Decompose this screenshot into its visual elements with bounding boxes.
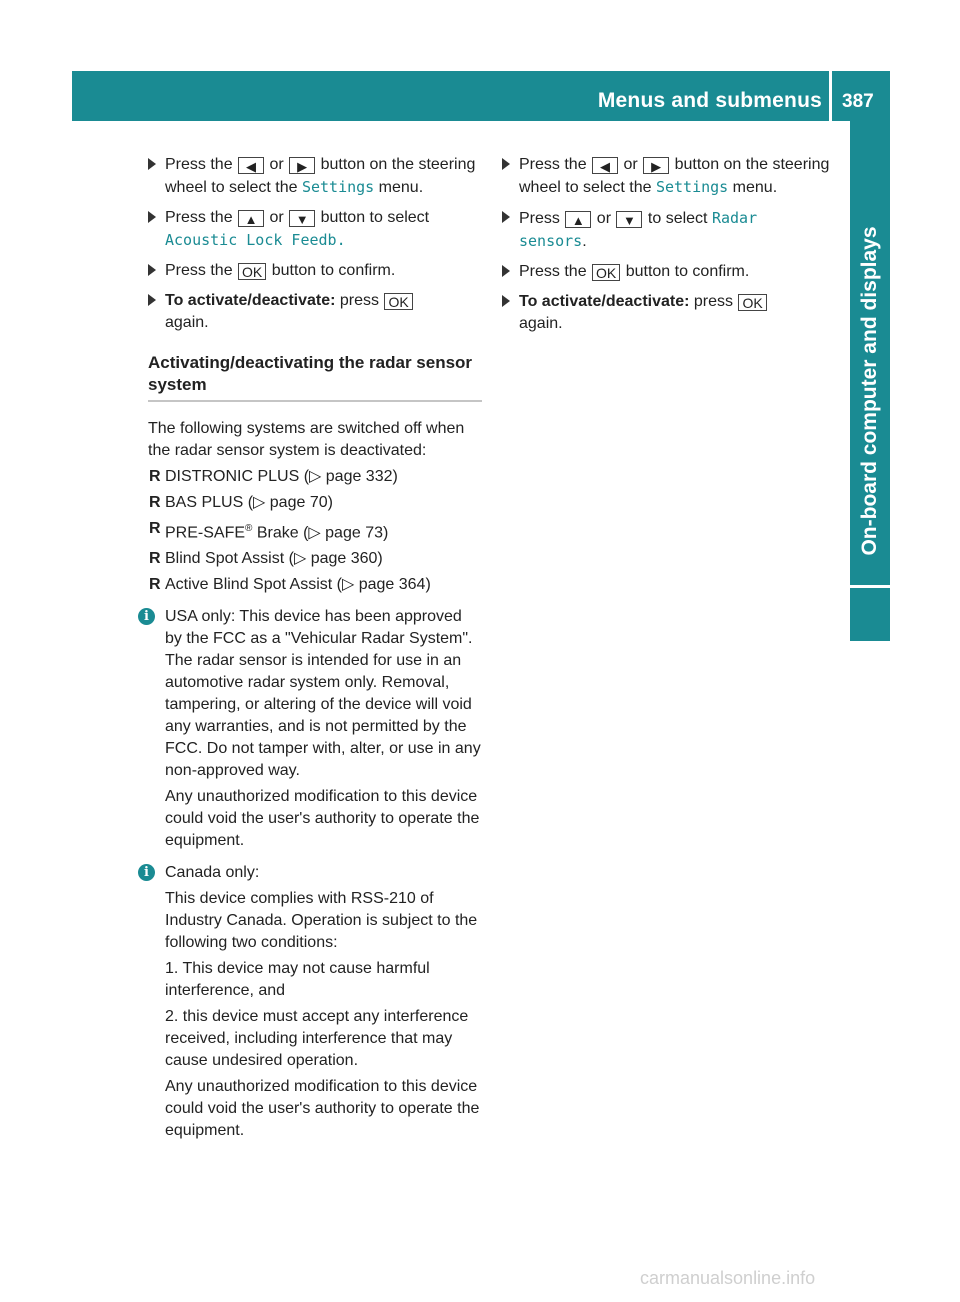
chapter-sidebar [850, 121, 890, 641]
list-item: R PRE-SAFE® Brake (▷ page 73) [149, 520, 389, 542]
step-arrow-icon [148, 294, 156, 306]
right-step-4: To activate/deactivate: press OK again. [502, 291, 832, 335]
menu-name: Settings [655, 178, 729, 196]
left-column [144, 154, 482, 1142]
ok-key-icon: OK [238, 263, 266, 280]
right-step-2: Press ▲ or ▼ to select Radar sensors. [502, 207, 832, 253]
right-column [502, 154, 832, 343]
left-step-3: Press the OK button to confirm. [148, 260, 482, 282]
left-key-icon: ◀ [238, 157, 264, 174]
left-step-1: Press the ◀ or ▶ button on the steering wheel to select the Settings menu. [148, 154, 482, 199]
chapter-tab [850, 588, 890, 640]
step-arrow-icon [502, 265, 510, 277]
left-step-2: Press the ▲ or ▼ button to select Acoustic Lock Feedb. [148, 207, 482, 252]
left-key-icon: ◀ [592, 157, 618, 174]
step-arrow-icon [148, 211, 156, 223]
list-item: R Active Blind Spot Assist (▷ page 364) [148, 574, 482, 596]
watermark: carmanualsonline.info [640, 1268, 816, 1288]
bullet-icon: R [149, 550, 161, 568]
step-arrow-icon [502, 158, 510, 170]
down-key-icon: ▼ [289, 210, 315, 227]
section-intro: The following systems are switched off when the radar sensor system is deactivated: [148, 420, 465, 459]
section-title: Activating/deactivating the radar sensor system [148, 352, 482, 402]
right-step-1: Press the ◀ or ▶ button on the steering wheel to select the Settings menu. [502, 154, 832, 199]
step-arrow-icon [502, 211, 510, 223]
page-number: 387 [842, 91, 874, 112]
step-arrow-icon [502, 295, 510, 307]
bullet-icon: R [149, 520, 161, 537]
header-title: Menus and submenus [597, 89, 822, 112]
down-key-icon: ▼ [616, 211, 642, 228]
info-icon: i [138, 608, 155, 625]
bullet-icon: R [149, 576, 161, 594]
menu-name: Settings [301, 178, 375, 196]
list-item: R BAS PLUS (▷ page 70) [148, 492, 482, 514]
menu-item-name: Acoustic Lock Feedb. [165, 231, 346, 249]
menu-item-name: Radar sensors [519, 209, 758, 250]
page-header [72, 71, 890, 121]
info-note-canada: i Canada only: This device complies with RSS-210 of Industry Canada. Operation is subject to the following two conditions: 1. This device may not cause harmful interference, and 2. this device must accept any interference received, including interference that may cause undesired operation. Any unauthorized modification to this device could void the user's authority to operate the equipment. [148, 862, 482, 1142]
up-key-icon: ▲ [238, 210, 264, 227]
right-key-icon: ▶ [643, 157, 669, 174]
list-item: R DISTRONIC PLUS (▷ page 332) [148, 466, 482, 488]
left-step-4: To activate/deactivate: press OK again. [148, 290, 482, 334]
step-arrow-icon [148, 264, 156, 276]
step-arrow-icon [148, 158, 156, 170]
ok-key-icon: OK [738, 294, 766, 311]
header-divider [829, 71, 832, 121]
info-note-usa: i USA only: This device has been approved by the FCC as a "Vehicular Radar System". The radar sensor is intended for use in an automotive radar system only. Removal, tampering, or altering of the device will void any warranties, and is not permitted by the FCC. Do not tamper with, alter, or use in any non-approved way. Any unauthorized modification to this device could void the user's authority to operate the equipment. [148, 606, 482, 852]
bullet-icon: R [149, 494, 161, 511]
info-icon: i [138, 864, 155, 881]
right-step-3: Press the OK button to confirm. [502, 261, 832, 283]
up-key-icon: ▲ [565, 211, 591, 228]
right-key-icon: ▶ [289, 157, 315, 174]
list-item: R Blind Spot Assist (▷ page 360) [148, 548, 482, 570]
bullet-icon: R [149, 468, 161, 485]
chapter-title: On-board computer and displays [858, 226, 881, 556]
ok-key-icon: OK [592, 264, 620, 281]
ok-key-icon: OK [384, 293, 412, 310]
